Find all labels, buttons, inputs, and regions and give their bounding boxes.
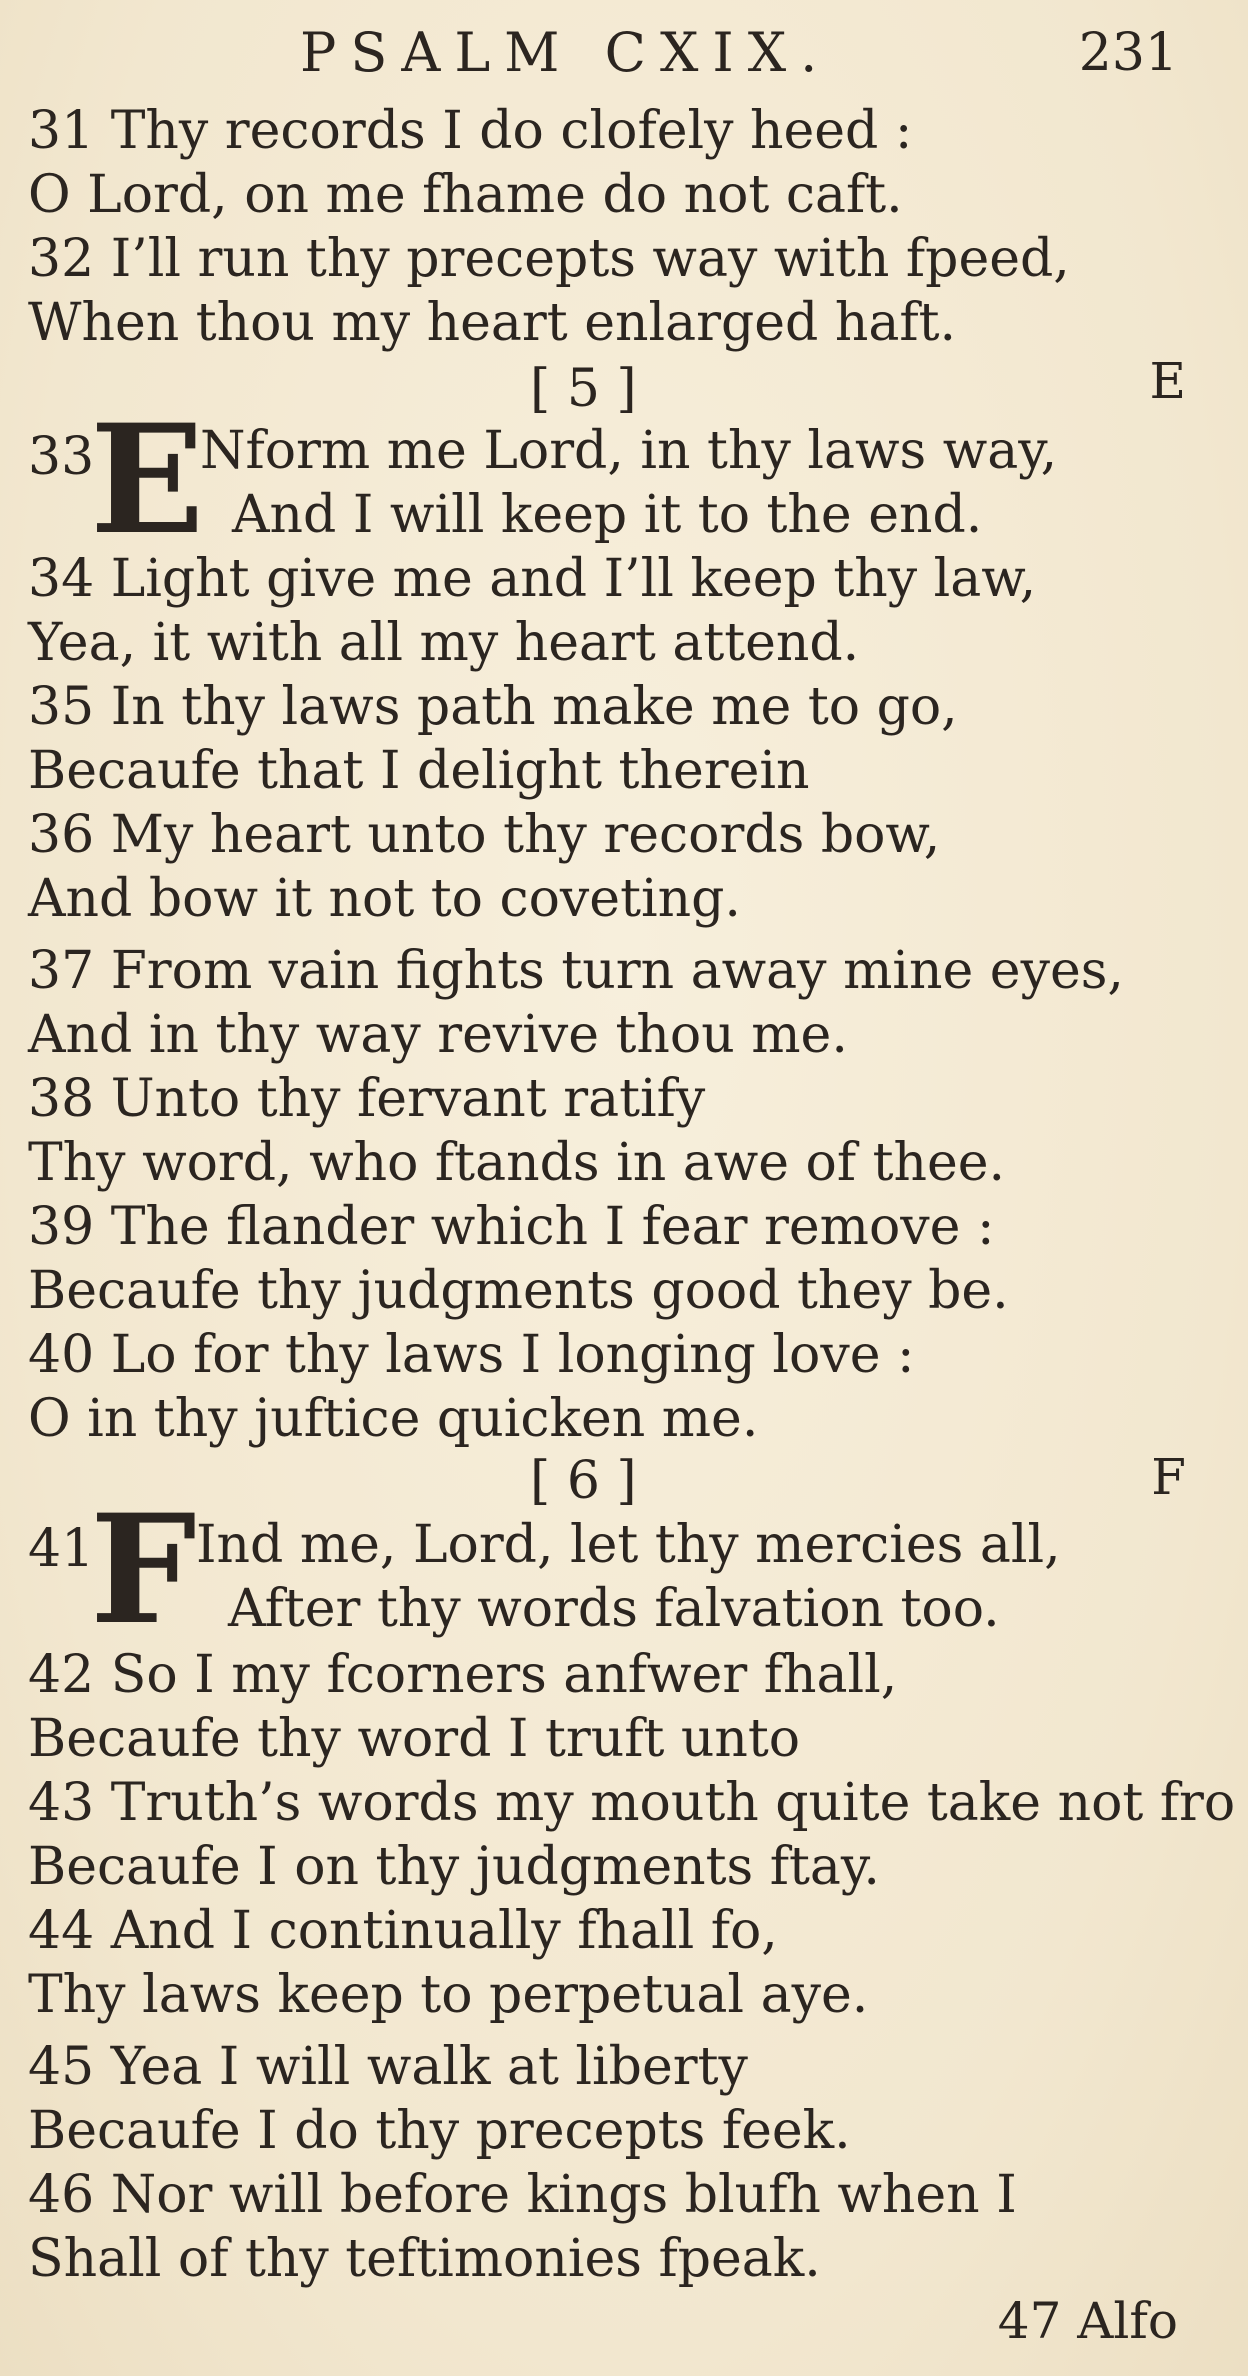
verse-line: Ind me, Lord, let thy mercies all, xyxy=(196,1515,1061,1575)
verse-line: 40 Lo for thy laws I longing love : xyxy=(28,1325,915,1385)
verse-line: And bow it not to coveting. xyxy=(28,869,741,929)
verse-line: 46 Nor will before kings blufh when I xyxy=(28,2165,1017,2225)
verse-line: Becaufe I do thy precepts feek. xyxy=(28,2101,851,2161)
verse-line: 42 So I my fcorners anfwer fhall, xyxy=(28,1645,898,1705)
verse-line: 34 Light give me and I’ll keep thy law, xyxy=(28,549,1037,609)
section-number: [ 6 ] xyxy=(530,1451,637,1511)
verse-line: 43 Truth’s words my mouth quite take not fro xyxy=(28,1773,1236,1833)
verse-line: O Lord, on me fhame do not caft. xyxy=(28,165,903,225)
page-number: 231 xyxy=(1078,23,1178,83)
verse-line: Shall of thy teftimonies fpeak. xyxy=(28,2229,821,2289)
running-title: PSALM CXIX. xyxy=(300,21,832,84)
section-letter: E xyxy=(1149,352,1186,410)
verse-line: Becaufe thy word I truft unto xyxy=(28,1709,801,1769)
verse-line: Thy laws keep to perpetual aye. xyxy=(28,1965,869,2025)
section-letter: F xyxy=(1151,1448,1186,1506)
verse-line: Thy word, who ftands in awe of thee. xyxy=(28,1133,1006,1193)
drop-cap: F xyxy=(90,1482,197,1658)
verse-line: Yea, it with all my heart attend. xyxy=(28,613,860,673)
verse-line: After thy words falvation too. xyxy=(228,1579,1000,1639)
verse-line: Becaufe I on thy judgments ftay. xyxy=(28,1837,880,1897)
verse-line: O in thy juftice quicken me. xyxy=(28,1389,759,1449)
verse-line: 38 Unto thy fervant ratify xyxy=(28,1069,706,1129)
verse-line: 31 Thy records I do clofely heed : xyxy=(28,101,913,161)
section-number: [ 5 ] xyxy=(530,359,637,419)
verse-line: When thou my heart enlarged haft. xyxy=(28,293,957,353)
verse-line: 37 From vain fights turn away mine eyes, xyxy=(28,941,1124,1001)
verse-line: And in thy way revive thou me. xyxy=(28,1005,848,1065)
page-header xyxy=(0,18,1248,88)
verse-line: 32 I’ll run thy precepts way with fpeed, xyxy=(28,229,1070,289)
verse-line: 45 Yea I will walk at liberty xyxy=(28,2037,748,2097)
drop-cap: E xyxy=(90,392,205,568)
verse-line: 44 And I continually fhall fo, xyxy=(28,1901,778,1961)
verse-line: Becaufe that I delight therein xyxy=(28,741,810,801)
verse-line: 36 My heart unto thy records bow, xyxy=(28,805,941,865)
verse-line: 35 In thy laws path make me to go, xyxy=(28,677,958,737)
verse-line: Nform me Lord, in thy laws way, xyxy=(200,421,1058,481)
verse-line: 39 The flander which I fear remove : xyxy=(28,1197,995,1257)
verse-number: 33 xyxy=(28,427,95,487)
verse-line: And I will keep it to the end. xyxy=(232,485,983,545)
verse-number: 41 xyxy=(28,1519,95,1579)
verse-line: Becaufe thy judgments good they be. xyxy=(28,1261,1009,1321)
catchword: 47 Alfo xyxy=(997,2292,1178,2350)
